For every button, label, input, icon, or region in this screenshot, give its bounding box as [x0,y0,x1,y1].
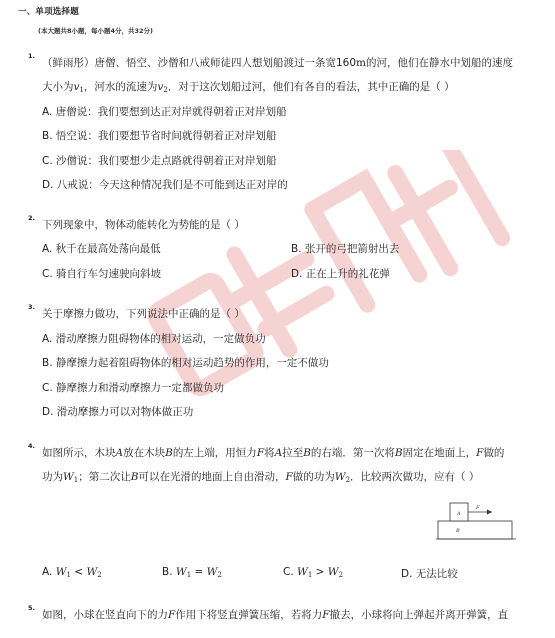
subscript: 2 [163,86,168,94]
question-1-stem-line2 [42,79,455,94]
q5-text: 撤去，小球将向上弹起并离开弹簧，直 [329,609,509,621]
q2-option-a[interactable]: A. 秋千在最高处荡向最低 [42,243,161,255]
q4-text: 可以在光滑的地面上自由滑动， [138,471,286,483]
var-w: W [63,471,74,483]
subscript: 1 [66,571,71,579]
var-w: W [206,566,218,578]
q5-text: 作用下将竖直弹簧压缩，若将力 [175,609,323,621]
var-w1 [63,471,78,483]
q2-option-b[interactable]: B. 张开的弓把箭射出去 [291,243,400,255]
block-b [438,521,512,539]
subscript: 2 [338,571,344,579]
q1-var-v1 [74,81,84,93]
var-b: B [394,447,403,459]
q1-var-v2 [157,81,167,93]
question-4-number: 4. [28,442,35,450]
question-2-number: 2. [28,214,35,222]
var-a: A [115,447,124,459]
var-w2 [207,566,222,578]
relation: > [312,566,328,578]
var-w: W [86,566,98,578]
var-f: F [168,609,176,621]
subscript: 1 [73,476,79,484]
q1-text: ．对于这次划船过河，他们有各自的看法，其中正确的是（ ） [167,81,455,93]
subscript: 1 [307,571,313,579]
var-f: F [285,471,293,483]
q1-unit: m [356,57,367,69]
label-b: B [456,528,460,534]
question-5-stem-line1 [42,607,508,622]
q3-option-a[interactable]: A. 滑动摩擦力阻碍物体的相对运动，一定做负功 [42,333,266,345]
q1-text: （鲜雨彤）唐僧、悟空、沙僧和八戒师徒四人想划船渡过一条宽160 [42,57,357,69]
label-f: F [476,505,480,511]
label-a: A [457,511,461,517]
q1-text: ，河水的流速为 [83,81,158,93]
var-f: F [476,447,484,459]
section-note: (本大题共8小题，每小题4分，共32分) [38,27,154,35]
q4-text: 放在木块 [123,447,166,459]
var-w1 [176,566,191,578]
q4-text: ．比较两次做功，应有（ ） [350,471,480,483]
question-3-stem: 关于摩擦力做功，下列说法中正确的是（ ） [42,308,245,320]
q2-option-c[interactable]: C. 骑自行车匀速驶向斜坡 [42,268,162,280]
subscript: 2 [345,476,351,484]
q3-option-c[interactable]: C. 静摩擦力和滑动摩擦力一定都做负功 [42,382,225,394]
q4-option-d[interactable]: D. 无法比较 [401,568,458,580]
var-w: W [327,566,339,578]
var-w2 [328,566,343,578]
question-2-stem: 下列现象中，物体动能转化为势能的是（ ） [42,219,245,231]
q2-option-d[interactable]: D. 正在上升的礼花弹 [291,268,390,280]
q4-text: 做的功为 [292,471,335,483]
q4-figure-blocks [436,497,516,543]
var-f: F [256,447,265,459]
q1-option-c[interactable]: C. 沙僧说：我们要想少走点路就得朝着正对岸划船 [42,155,277,167]
question-3-number: 3. [28,303,35,311]
var-b: B [303,447,311,459]
var-w: W [297,566,308,578]
var-v: v [157,81,164,93]
q3-option-d[interactable]: D. 滑动摩擦力可以对物体做正功 [42,406,194,418]
var-w1 [297,566,312,578]
question-4-stem-line1 [42,445,504,460]
q1-option-a[interactable]: A. 唐僧说：我们要想到达正对岸就得朝着正对岸划船 [42,106,287,118]
q4-text: ；第二次让 [78,471,131,483]
section-title: 一、单项选择题 [18,7,79,17]
subscript: 2 [97,571,102,579]
subscript: 1 [79,86,84,94]
var-v: v [73,81,80,93]
var-f: F [322,609,330,621]
var-a: A [274,447,283,459]
relation: < [70,566,87,578]
var-w2 [335,471,350,483]
q1-text: 大小为 [42,81,74,93]
force-arrow-head [487,510,492,515]
q4-text: 的左上端，用恒力 [172,447,257,459]
q1-text: 的河，他们在静水中划船的速度 [366,57,514,69]
q3-option-b[interactable]: B. 静摩擦力起着阻碍物体的相对运动趋势的作用，一定不做功 [42,357,329,369]
q1-option-d[interactable]: D. 八戒说：今天这种情况我们是不可能到达正对岸的 [42,179,288,191]
var-b: B [130,471,139,483]
question-1-stem-line1 [42,55,513,70]
option-prefix: A. [42,566,56,578]
q4-text: 将 [264,447,275,459]
q1-option-b[interactable]: B. 悟空说：我们要想节省时间就得朝着正对岸划船 [42,130,277,142]
q4-text: 固定在地面上， [402,447,477,459]
question-1-number: 1. [28,52,35,60]
var-w: W [55,566,67,578]
subscript: 2 [217,571,222,579]
var-w1 [56,566,71,578]
subscript: 1 [186,571,192,579]
relation: = [191,566,207,578]
q5-text: 如图，小球在竖直向下的力 [42,609,168,621]
q4-text: 如图所示，木块 [42,447,116,459]
q4-text: 功为 [42,471,63,483]
question-4-stem-line2 [42,469,479,484]
var-w: W [334,471,346,483]
var-w: W [175,566,187,578]
question-5-number: 5. [28,604,35,612]
var-b: B [165,447,173,459]
q4-option-b[interactable] [162,566,222,579]
q4-option-c[interactable] [283,566,343,579]
q4-text: 做的 [483,447,505,459]
q4-text: 拉至 [282,447,304,459]
option-prefix: C. [283,566,298,578]
var-w2 [86,566,101,578]
q4-text: 的右端．第一次将 [310,447,395,459]
q4-option-a[interactable] [42,566,102,579]
option-prefix: B. [162,566,176,578]
